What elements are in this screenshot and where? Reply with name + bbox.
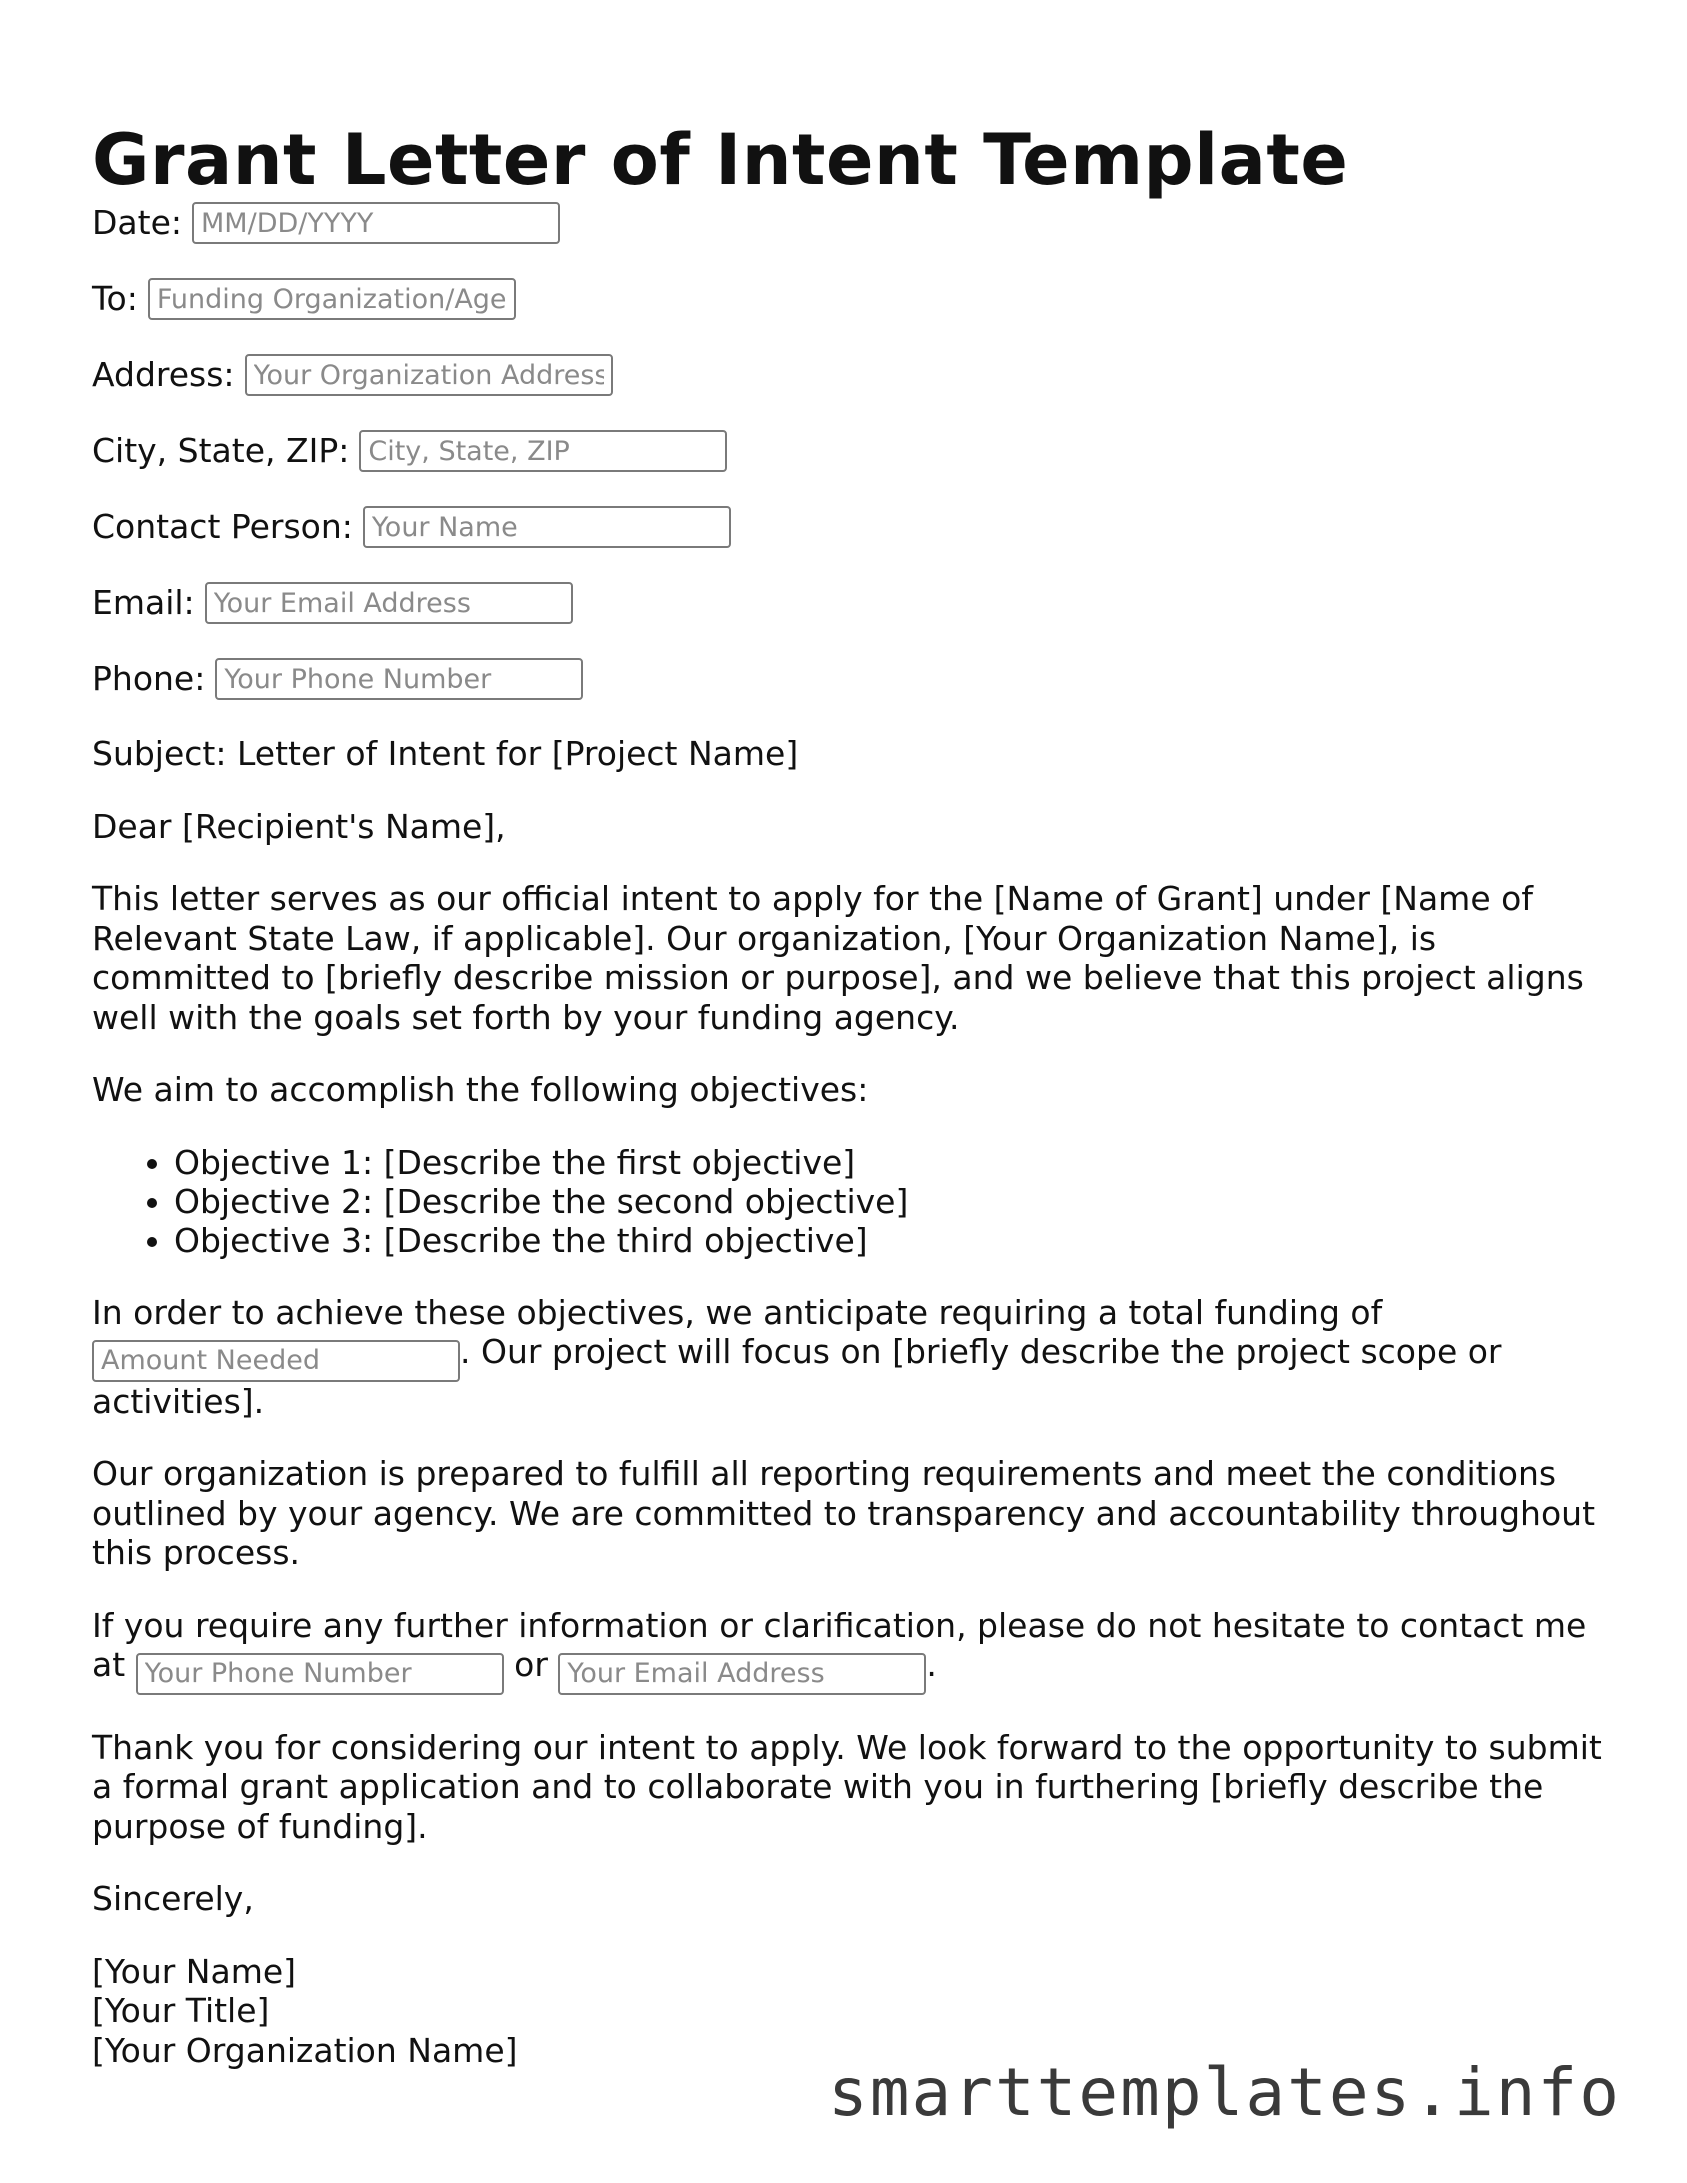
amount-needed-input[interactable] — [92, 1340, 460, 1382]
contact-person-row — [92, 506, 1612, 548]
thanks-paragraph: Thank you for considering our intent to apply. We look forward to the opportunity to submit a formal grant application and to collaborate with you in furthering [briefly describe the purpose of funding]. — [92, 1727, 1602, 1846]
signature-block — [92, 1952, 1612, 2071]
signature-title: [Your Title] — [92, 1991, 270, 2030]
date-label: Date: — [92, 203, 182, 242]
phone-label: Phone: — [92, 659, 206, 698]
phone-input[interactable] — [215, 658, 583, 700]
email-row — [92, 582, 1612, 624]
to-input[interactable] — [148, 278, 516, 320]
letter-page — [92, 0, 1612, 2070]
contact-person-label: Contact Person: — [92, 507, 353, 546]
contact-person-input[interactable] — [363, 506, 731, 548]
closing: Sincerely, — [92, 1879, 254, 1918]
date-input[interactable] — [192, 202, 560, 244]
signature-organization: [Your Organization Name] — [92, 2030, 518, 2070]
list-item: • Objective 2: [Describe the second objective] — [174, 1182, 1612, 1221]
to-label: To: — [92, 279, 138, 318]
contact-paragraph — [92, 1606, 1612, 1695]
funding-paragraph — [92, 1293, 1612, 1422]
email-label: Email: — [92, 583, 195, 622]
salutation: Dear [Recipient's Name], — [92, 806, 506, 846]
contact-text-before: If you require any further information or clarification, please do not hesitate to contact me at — [92, 1605, 1587, 1684]
date-row — [92, 202, 1612, 244]
contact-text-middle: or — [503, 1645, 559, 1684]
address-row — [92, 354, 1612, 396]
contact-phone-input[interactable] — [136, 1653, 504, 1695]
contact-text-after: . — [926, 1645, 937, 1684]
to-row — [92, 278, 1612, 320]
city-state-zip-input[interactable] — [359, 430, 727, 472]
city-state-zip-label: City, State, ZIP: — [92, 431, 350, 470]
email-input[interactable] — [205, 582, 573, 624]
list-item: • Objective 3: [Describe the third objective] — [174, 1221, 1612, 1260]
watermark: smarttemplates.info — [828, 2054, 1621, 2131]
address-input[interactable] — [245, 354, 613, 396]
contact-email-input[interactable] — [558, 1653, 926, 1695]
page-title: Grant Letter of Intent Template — [92, 119, 1349, 201]
intro-paragraph: This letter serves as our official intent to apply for the [Name of Grant] under [Name of Relevant State Law, if applicable]. Our organization, [Your Organization Name], is committed to [briefly describe mission or purpose], and we believe that this project aligns well with the goals set forth by your funding agency. — [92, 879, 1584, 1037]
objectives-list — [92, 1143, 1612, 1260]
funding-text-after: . Our project will focus on [briefly describe the project scope or activities]. — [92, 1332, 1502, 1421]
subject-line: Subject: Letter of Intent for [Project Name] — [92, 734, 799, 773]
phone-row — [92, 658, 1612, 700]
reporting-paragraph: Our organization is prepared to fulfill all reporting requirements and meet the conditions outlined by your agency. We are committed to transparency and accountability throughout this process. — [92, 1454, 1596, 1572]
signature-name: [Your Name] — [92, 1951, 297, 1991]
address-label: Address: — [92, 355, 235, 394]
city-state-zip-row — [92, 430, 1612, 472]
funding-text-before: In order to achieve these objectives, we anticipate requiring a total funding of — [92, 1292, 1383, 1332]
objectives-intro: We aim to accomplish the following objectives: — [92, 1070, 869, 1109]
list-item: • Objective 1: [Describe the first objective] — [174, 1143, 1612, 1182]
